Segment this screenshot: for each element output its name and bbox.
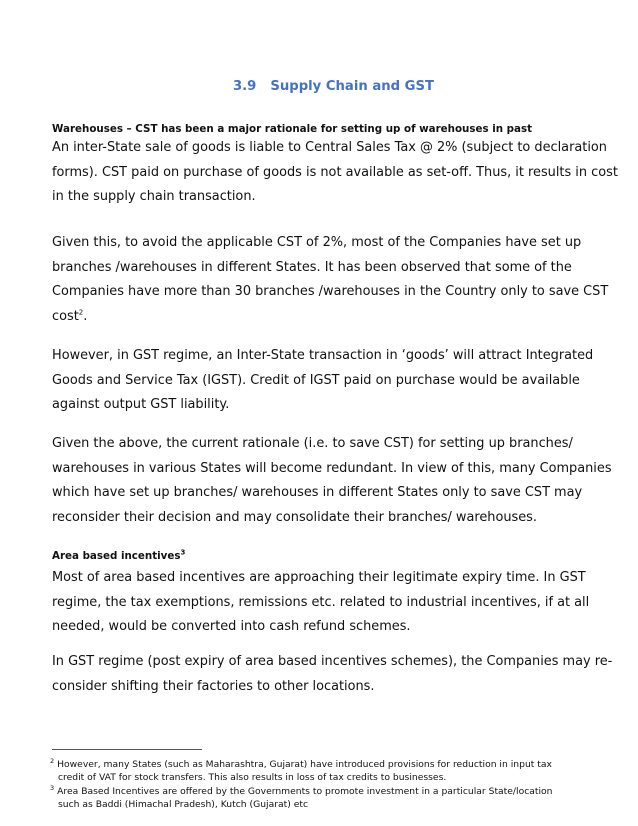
text-line: consider shifting their factories to other locations. bbox=[52, 678, 375, 694]
text-line: which have set up branches/ warehouses in different States only to save CST may bbox=[52, 485, 583, 500]
text-line: Most of area based incentives are approaching their legitimate expiry time. In GST bbox=[52, 570, 586, 585]
warehouses-heading: Warehouses – CST has been a major rationale for setting up of warehouses in past bbox=[52, 123, 533, 135]
incentives-heading bbox=[52, 550, 185, 562]
text-line bbox=[52, 305, 592, 330]
text-line: Given this, to avoid the applicable CST of 2%, most of the Companies have set up bbox=[52, 235, 582, 250]
footnote-3 bbox=[50, 783, 590, 811]
footnote-ref-2: 2 bbox=[78, 308, 84, 317]
warehouses-paragraph-4 bbox=[52, 432, 612, 530]
incentives-paragraph-2 bbox=[52, 650, 613, 699]
footnote-ref-3: 3 bbox=[180, 548, 186, 557]
section-number: 3.9 bbox=[233, 79, 257, 94]
text-line: warehouses in various States will become redundant. In view of this, many Companies bbox=[52, 460, 612, 476]
footnote-2 bbox=[50, 756, 590, 784]
warehouses-paragraph-1 bbox=[52, 136, 618, 210]
text-line: against output GST liability. bbox=[52, 397, 230, 412]
text-line: regime, the tax exemptions, remissions etc. related to industrial incentives, if at all bbox=[52, 594, 590, 610]
text-line: needed, would be converted into cash refund schemes. bbox=[52, 619, 411, 634]
text-line: Goods and Service Tax (IGST). Credit of IGST paid on purchase would be available bbox=[52, 372, 580, 388]
section-title bbox=[233, 79, 434, 94]
footnote-line: credit of VAT for stock transfers. This also results in loss of tax credits to businesses. bbox=[58, 771, 447, 783]
warehouses-paragraph-2 bbox=[52, 231, 609, 329]
text-line: reconsider their decision and may consolidate their branches/ warehouses. bbox=[52, 509, 537, 525]
incentives-paragraph-1 bbox=[52, 566, 592, 640]
text-line: Companies have more than 30 branches /warehouses in the Country only to save CST bbox=[52, 284, 609, 299]
footnote-marker: 2 bbox=[50, 756, 55, 765]
footnote-line bbox=[50, 783, 590, 799]
text-line: In GST regime (post expiry of area based incentives schemes), the Companies may re- bbox=[52, 654, 613, 669]
text-line: However, in GST regime, an Inter-State transaction in ‘goods’ will attract Integrated bbox=[52, 348, 594, 363]
text-fragment: cost bbox=[52, 308, 79, 324]
text-line: in the supply chain transaction. bbox=[52, 189, 256, 204]
text-line: Given the above, the current rationale (i.e. to save CST) for setting up branches/ bbox=[52, 436, 573, 451]
footnote-text: However, many States (such as Maharashtra, Gujarat) have introduced provisions for reduction in input tax bbox=[57, 759, 552, 770]
footnote-line bbox=[50, 756, 590, 772]
footnote-line: such as Baddi (Himachal Pradesh), Kutch (Gujarat) etc bbox=[58, 798, 309, 810]
text-line: forms). CST paid on purchase of goods is not available as set-off. Thus, it results in cost bbox=[52, 164, 618, 180]
text-line: branches /warehouses in different States. It has been observed that some of the bbox=[52, 259, 572, 275]
footnote-marker: 3 bbox=[50, 783, 55, 792]
warehouses-paragraph-3 bbox=[52, 344, 592, 418]
footnote-text: Area Based Incentives are offered by the Governments to promote investment in a particular State/location bbox=[57, 786, 553, 797]
text-line: An inter-State sale of goods is liable to Central Sales Tax @ 2% (subject to declaration bbox=[52, 140, 607, 155]
footnote-divider bbox=[52, 749, 202, 750]
incentives-heading-text: Area based incentives bbox=[52, 550, 181, 562]
section-title-text: Supply Chain and GST bbox=[270, 79, 434, 94]
text-fragment: . bbox=[83, 308, 88, 324]
